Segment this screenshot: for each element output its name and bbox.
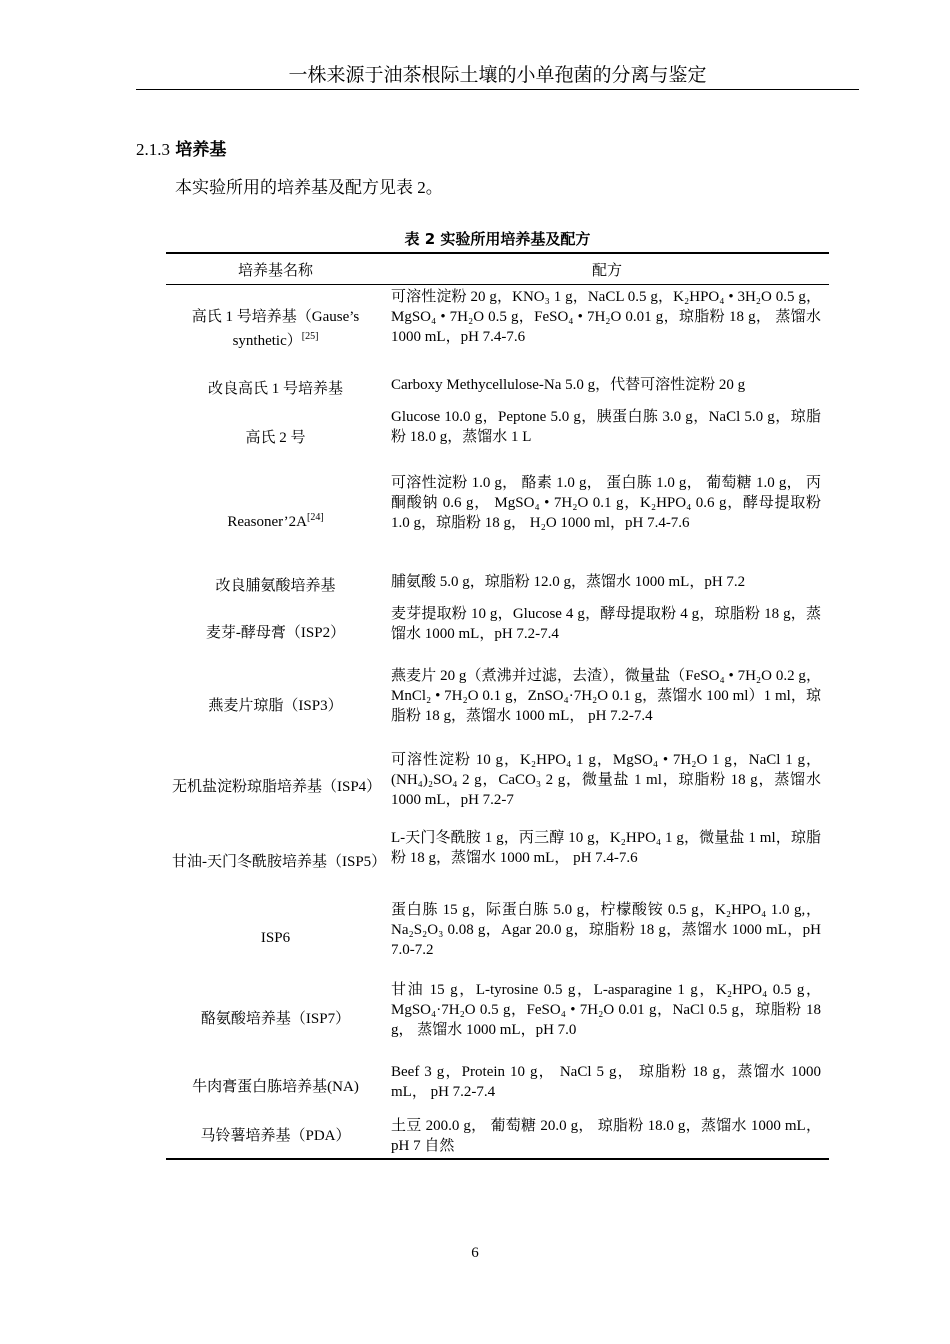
- medium-name: 高氏 2 号: [245, 429, 306, 446]
- section-heading: [136, 138, 226, 162]
- running-header: 一株来源于油茶根际土壤的小单孢菌的分离与鉴定: [288, 65, 707, 86]
- medium-name: 改良脯氨酸培养基: [215, 577, 336, 594]
- column-header-recipe: 配方: [591, 262, 622, 279]
- medium-recipe: 燕麦片 20 g（煮沸并过滤，去渣），微量盐（FeSO₄ • 7H₂O 0.2 g，MnCl₂ • 7H₂O 0.1 g，ZnSO₄·7H₂O 0.1 g，蒸馏水 100 ml）1 ml，琼脂粉 18 g，蒸馏水 1000 mL， pH 7.2-7.4: [391, 667, 821, 724]
- medium-name: 麦芽-酵母膏（ISP2）: [205, 624, 346, 641]
- table-row: [166, 898, 829, 978]
- medium-name: 酪氨酸培养基（ISP7）: [200, 1010, 351, 1027]
- medium-name: 马铃薯培养基（PDA）: [200, 1127, 351, 1144]
- table-row: [166, 570, 829, 602]
- medium-name: ISP6: [260, 929, 291, 946]
- column-header-name: 培养基名称: [237, 262, 313, 279]
- medium-recipe: 可溶性淀粉 10 g，K₂HPO₄ 1 g，MgSO₄ • 7H₂O 1 g，NaCl 1 g，(NH₄)₂SO₄ 2 g，CaCO₃ 2 g，微量盐 1 ml，琼脂粉 18 g，蒸馏水 1000 mL，pH 7.2-7: [391, 751, 821, 808]
- medium-name: 甘油-天门冬酰胺培养基（ISP5）: [172, 853, 387, 870]
- medium-name: 无机盐淀粉琼脂培养基（ISP4）: [172, 778, 382, 795]
- medium-recipe: 土豆 200.0 g， 葡萄糖 20.0 g， 琼脂粉 18.0 g，蒸馏水 1000 mL， pH 7 自然: [391, 1117, 821, 1154]
- table-header-row: [166, 253, 829, 285]
- medium-recipe: 可溶性淀粉 1.0 g， 酪素 1.0 g， 蛋白胨 1.0 g， 葡萄糖 1.0 g， 丙酮酸钠 0.6 g， MgSO₄ • 7H₂O 0.1 g，K₂HPO₄ 0.6 g，酵母提取粉 1.0 g，琼脂粉 18 g， H₂O 1000 ml，pH 7.4-7.6: [391, 474, 821, 531]
- medium-recipe: 甘油 15 g，L-tyrosine 0.5 g，L-asparagine 1 g，K₂HPO₄ 0.5 g，MgSO₄·7H₂O 0.5 g，FeSO₄ • 7H₂O 0.01 g，NaCl 0.5 g，琼脂粉 18 g， 蒸馏水 1000 mL，pH 7.0: [391, 981, 821, 1038]
- medium-recipe: Beef 3 g，Protein 10 g， NaCl 5 g， 琼脂粉 18 g，蒸馏水 1000 mL， pH 7.2-7.4: [391, 1063, 821, 1100]
- medium-name: 高氏 1 号培养基（Gause’s synthetic）[25]: [191, 308, 360, 349]
- table-row: [166, 285, 829, 373]
- media-table-wrapper: [166, 252, 829, 1160]
- medium-name: 改良高氏 1 号培养基: [207, 380, 343, 397]
- page-number: 6: [471, 1245, 479, 1261]
- table-row: [166, 978, 829, 1060]
- header-rule: [136, 89, 859, 90]
- table-row: [166, 826, 829, 898]
- medium-name: 燕麦片琼脂（ISP3）: [208, 697, 343, 714]
- citation-ref: [24]: [307, 512, 324, 523]
- table-row: [166, 373, 829, 405]
- section-title: 培养基: [175, 140, 227, 160]
- table-row: [166, 602, 829, 664]
- medium-recipe: 蛋白胨 15 g，际蛋白胨 5.0 g，柠檬酸铵 0.5 g，K₂HPO₄ 1.0 g,，Na₂S₂O₃ 0.08 g，Agar 20.0 g，琼脂粉 18 g，蒸馏水 1000 mL，pH 7.0-7.2: [391, 901, 821, 958]
- table-row: [166, 405, 829, 471]
- table-row: [166, 1060, 829, 1114]
- medium-recipe: Carboxy Methycellulose-Na 5.0 g，代替可溶性淀粉 20 g: [391, 376, 746, 393]
- table-row: [166, 664, 829, 748]
- medium-recipe: 可溶性淀粉 20 g，KNO₃ 1 g，NaCL 0.5 g，K₂HPO₄ • 3H₂O 0.5 g，MgSO₄ • 7H₂O 0.5 g，FeSO₄ • 7H₂O 0.01 g，琼脂粉 18 g， 蒸馏水 1000 mL，pH 7.4-7.6: [391, 289, 821, 345]
- intro-paragraph: 本实验所用的培养基及配方见表 2。: [175, 178, 443, 197]
- table-row: [166, 471, 829, 570]
- medium-name: 牛肉膏蛋白胨培养基(NA): [192, 1078, 359, 1095]
- section-number: 2.1.3: [136, 140, 170, 159]
- table-caption: 表 2 实验所用培养基及配方: [404, 230, 591, 248]
- medium-recipe: L-天门冬酰胺 1 g，丙三醇 10 g，K₂HPO₄ 1 g，微量盐 1 ml，琼脂粉 18 g，蒸馏水 1000 mL， pH 7.4-7.6: [391, 829, 821, 866]
- medium-recipe: 脯氨酸 5.0 g，琼脂粉 12.0 g，蒸馏水 1000 mL，pH 7.2: [391, 573, 746, 590]
- medium-recipe: 麦芽提取粉 10 g，Glucose 4 g，酵母提取粉 4 g，琼脂粉 18 g，蒸馏水 1000 mL，pH 7.2-7.4: [391, 605, 821, 642]
- medium-recipe: Glucose 10.0 g，Peptone 5.0 g，胰蛋白胨 3.0 g，NaCl 5.0 g，琼脂粉 18.0 g，蒸馏水 1 L: [391, 408, 821, 445]
- table-row: [166, 748, 829, 826]
- media-table: [166, 252, 829, 1160]
- citation-ref: [25]: [301, 330, 319, 342]
- table-row: [166, 1114, 829, 1159]
- medium-name: Reasoner’2A[24]: [227, 512, 324, 530]
